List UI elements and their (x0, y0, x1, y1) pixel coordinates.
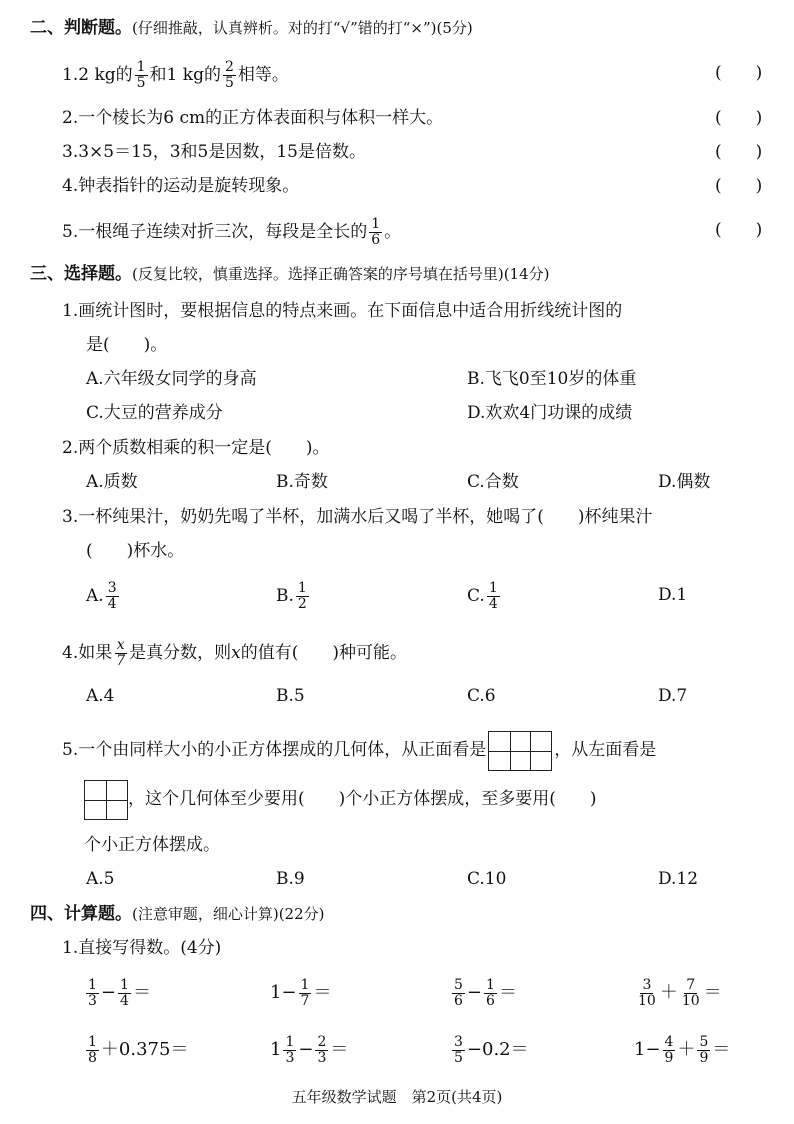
fraction (452, 1035, 465, 1066)
section4-heading (30, 903, 325, 925)
fraction (299, 978, 312, 1009)
fraction (296, 581, 309, 612)
fraction (452, 978, 465, 1009)
choice-q2-text: 2.两个质数相乘的积一定是( )。 (62, 438, 330, 458)
suffix: −0.2＝ (466, 1039, 529, 1060)
denominator: 2 (297, 596, 307, 612)
calc-r1c3 (450, 975, 517, 1011)
fraction (315, 1035, 328, 1066)
choice-q5-option-b[interactable]: B.9 (276, 869, 305, 889)
judge-item-5-post: 。 (384, 222, 402, 242)
numerator: 1 (488, 580, 498, 596)
choice-q3-option-c[interactable] (467, 581, 502, 612)
section3-note: (反复比较，慎重选择。选择正确答案的序号填在括号里)(14分) (132, 265, 550, 283)
choice-q4-text (62, 638, 407, 669)
equals: ＝ (330, 1039, 349, 1060)
answer-paren[interactable]: ( ) (715, 108, 763, 128)
q5-line2-text: ，这个几何体至少要用( )个小正方体摆成，至多要用( ) (128, 789, 597, 809)
operator: − (100, 982, 117, 1003)
denominator: 6 (454, 992, 463, 1009)
numerator: 3 (107, 580, 117, 596)
answer-paren[interactable]: ( ) (715, 63, 763, 83)
denominator: 5 (224, 75, 234, 91)
fraction (369, 217, 382, 248)
fraction (697, 1035, 710, 1066)
calc-r2c4 (634, 1032, 730, 1068)
denominator: 9 (699, 1049, 709, 1066)
denominator: 3 (88, 992, 97, 1009)
calc-r1c1 (84, 975, 151, 1011)
section3-title: 三、选择题。 (30, 264, 132, 284)
numerator: 2 (317, 1033, 327, 1050)
judge-item-1-mid: 和1 kg的 (149, 65, 221, 85)
choice-q5-option-d[interactable]: D.12 (658, 869, 699, 889)
fraction (86, 978, 99, 1009)
section3-heading (30, 263, 550, 285)
fraction (663, 1035, 676, 1066)
judge-item-1-post: 相等。 (237, 65, 289, 85)
fraction (114, 638, 127, 669)
choice-q4-option-d[interactable]: D.7 (658, 686, 688, 706)
fraction (283, 1035, 296, 1066)
prefix: 1− (270, 982, 297, 1003)
numerator: 3 (642, 976, 652, 993)
q5-pre: 5.一个由同样大小的小正方体摆成的几何体，从正面看是 (62, 740, 487, 760)
denominator: 5 (454, 1049, 463, 1066)
q4-pre: 4.如果 (62, 643, 113, 663)
fraction (135, 60, 148, 91)
choice-q2-option-c[interactable]: C.合数 (467, 472, 519, 492)
equals: ＝ (313, 982, 332, 1003)
section2-note: (仔细推敲，认真辨析。对的打“√”错的打“×”)(5分) (132, 19, 473, 37)
numerator: 1 (486, 976, 495, 993)
choice-q3-line1: 3.一杯纯果汁，奶奶先喝了半杯，加满水后又喝了半杯，她喝了( )杯纯果汁 (62, 507, 653, 527)
numerator: 1 (136, 59, 146, 75)
answer-paren[interactable]: ( ) (715, 176, 763, 196)
numerator: 1 (297, 580, 307, 596)
judge-item-4: 4.钟表指针的运动是旋转现象。 (62, 176, 300, 196)
denominator: 3 (317, 1049, 327, 1066)
q4-variable: x (231, 643, 241, 663)
q5-post: ，从左面看是 (554, 740, 657, 760)
denominator: 10 (681, 992, 700, 1009)
fraction (680, 978, 702, 1009)
fraction (118, 978, 131, 1009)
suffix: ＋0.375＝ (100, 1039, 189, 1060)
denominator: 9 (664, 1049, 674, 1066)
equals: ＝ (712, 1039, 731, 1060)
fraction (636, 978, 658, 1009)
prefix: 1− (634, 1039, 661, 1060)
numerator: 5 (699, 1033, 709, 1050)
numerator: 1 (88, 1033, 97, 1050)
denominator: 8 (88, 1049, 97, 1066)
choice-q4-option-b[interactable]: B.5 (276, 686, 305, 706)
choice-q5-option-c[interactable]: C.10 (467, 869, 507, 889)
numerator: 4 (664, 1033, 674, 1050)
choice-q4-option-a[interactable]: A.4 (86, 686, 115, 706)
choice-q1-line1: 1.画统计图时，要根据信息的特点来画。在下面信息中适合用折线统计图的 (62, 301, 623, 321)
judge-item-5-pre: 5.一根绳子连续对折三次，每段是全长的 (62, 222, 368, 242)
choice-q3-option-b[interactable] (276, 581, 311, 612)
q4-post: 的值有( )种可能。 (240, 643, 408, 663)
fraction (86, 1035, 99, 1066)
calc-r2c2 (270, 1032, 348, 1068)
denominator: 4 (107, 596, 117, 612)
denominator: 4 (120, 992, 129, 1009)
choice-q1-option-b[interactable]: B.飞飞0至10岁的体重 (467, 369, 637, 389)
operator: − (298, 1039, 314, 1060)
judge-item-2: 2.一个棱长为6 cm的正方体表面积与体积一样大。 (62, 108, 444, 128)
operator: ＋ (659, 982, 678, 1003)
denominator: 6 (486, 992, 495, 1009)
section4-title: 四、计算题。 (30, 904, 132, 924)
choice-q5-line1 (62, 730, 656, 771)
choice-q3-line2: ( )杯水。 (86, 541, 185, 561)
denominator: 10 (638, 992, 656, 1009)
numerator: x (116, 637, 125, 653)
choice-q3-option-d[interactable]: D.1 (658, 585, 688, 605)
left-view-figure (84, 780, 128, 820)
choice-q3-option-a[interactable] (86, 581, 121, 612)
numerator: 1 (371, 216, 381, 232)
numerator: 3 (454, 1033, 463, 1050)
judge-item-5 (62, 217, 401, 248)
denominator: 7 (300, 992, 310, 1009)
choice-q2-option-d[interactable]: D.偶数 (658, 472, 711, 492)
calc-r2c3 (450, 1032, 529, 1068)
operator: − (466, 982, 483, 1003)
judge-item-1 (62, 60, 289, 91)
calc-r1c4 (634, 975, 722, 1011)
numerator: 1 (285, 1033, 295, 1050)
section2-heading (30, 17, 473, 39)
choice-q4-option-c[interactable]: C.6 (467, 686, 496, 706)
choice-q5-option-a[interactable]: A.5 (86, 869, 115, 889)
judge-item-3: 3.3×5＝15，3和5是因数，15是倍数。 (62, 142, 366, 162)
judge-item-1-pre: 1.2 kg的 (62, 65, 133, 85)
denominator: 3 (285, 1049, 295, 1066)
option-label: A. (86, 586, 104, 606)
option-label: C. (467, 586, 485, 606)
choice-q5-line2 (84, 778, 597, 820)
fraction (223, 60, 236, 91)
equals: ＝ (498, 982, 517, 1003)
fraction (484, 978, 497, 1009)
choice-q1-line2: 是( )。 (86, 335, 168, 355)
section4-note: (注意审题，细心计算)(22分) (132, 905, 325, 923)
choice-q1-option-c[interactable]: C.大豆的营养成分 (86, 403, 223, 423)
fraction (106, 581, 119, 612)
denominator: 4 (488, 596, 498, 612)
choice-q2-option-b[interactable]: B.奇数 (276, 472, 328, 492)
fraction (487, 581, 500, 612)
numerator: 7 (686, 976, 696, 993)
answer-paren[interactable]: ( ) (715, 220, 763, 240)
option-label: B. (276, 586, 294, 606)
front-view-figure (488, 731, 552, 771)
calc-r1c2 (270, 975, 331, 1011)
numerator: 2 (224, 59, 234, 75)
choice-q5-line3: 个小正方体摆成。 (84, 835, 220, 855)
choice-q1-option-d[interactable]: D.欢欢4门功课的成绩 (467, 403, 633, 423)
equals: ＝ (703, 982, 722, 1003)
page-footer: 五年级数学试题 第2页(共4页) (291, 1088, 503, 1106)
numerator: 5 (454, 976, 463, 993)
denominator: 5 (136, 75, 146, 91)
numerator: 1 (120, 976, 129, 993)
operator: ＋ (677, 1039, 696, 1060)
calc-sub1-title: 1.直接写得数。(4分) (62, 938, 222, 958)
denominator: 6 (371, 232, 381, 248)
equals: ＝ (132, 982, 151, 1003)
answer-paren[interactable]: ( ) (715, 142, 763, 162)
choice-q2-option-a[interactable]: A.质数 (86, 472, 138, 492)
numerator: 1 (300, 976, 310, 993)
section2-title: 二、判断题。 (30, 18, 132, 38)
numerator: 1 (88, 976, 97, 993)
denominator: 7 (116, 653, 126, 669)
calc-r2c1 (84, 1032, 188, 1068)
choice-q1-option-a[interactable]: A.六年级女同学的身高 (86, 369, 257, 389)
q4-mid: 是真分数，则 (129, 643, 232, 663)
whole-number: 1 (270, 1039, 282, 1060)
